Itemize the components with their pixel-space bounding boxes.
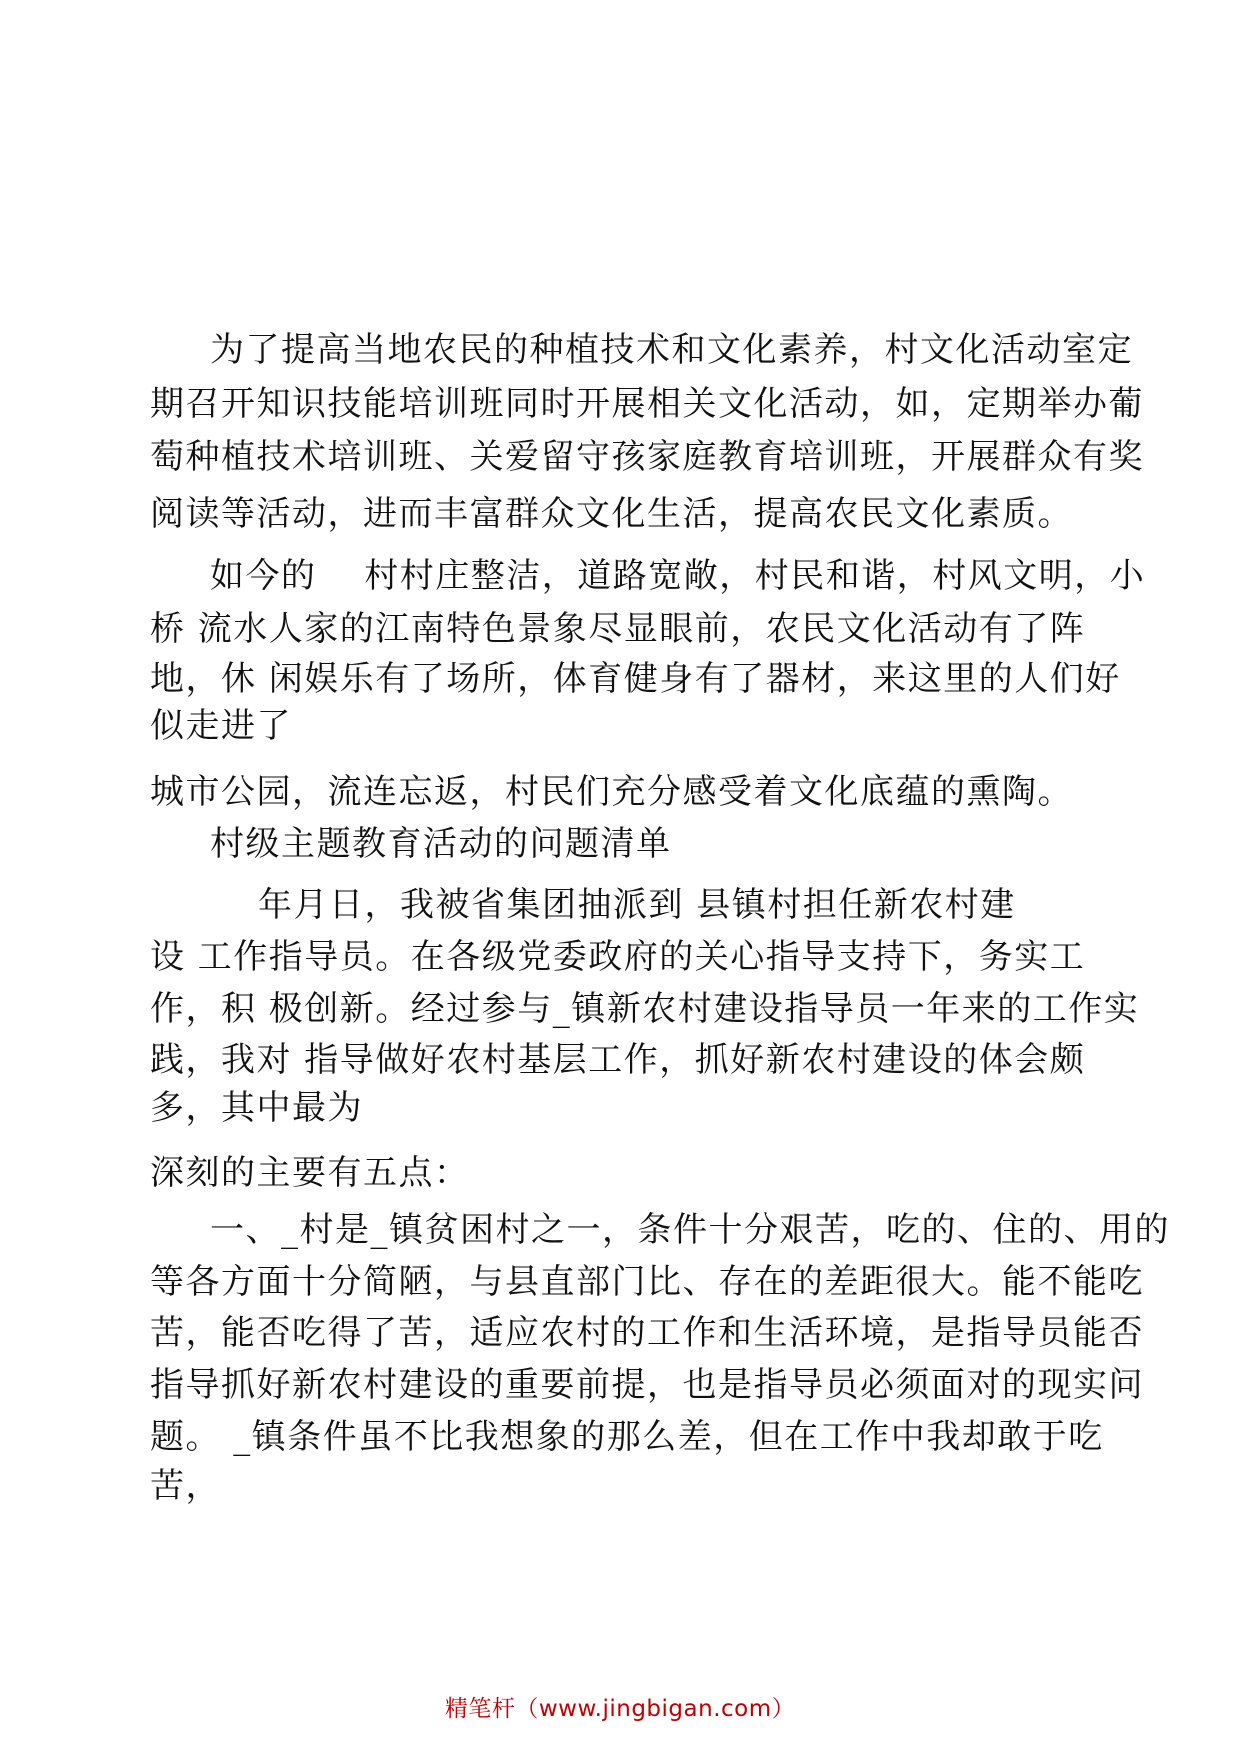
paragraph-line: 期召开知识技能培训班同时开展相关文化活动，如，定期举办葡 (150, 384, 1144, 424)
paragraph-line: 年月日，我被省集团抽派到 县镇村担任新农村建 (258, 885, 1016, 925)
paragraph-line: 苦，能否吃得了苦，适应农村的工作和生活环境，是指导员能否 (150, 1313, 1144, 1353)
paragraph-line: 多，其中最为 (150, 1088, 363, 1128)
paragraph-line: 深刻的主要有五点： (150, 1153, 470, 1193)
footer-watermark-link[interactable]: 精笔杆（www.jingbigan.com） (444, 1696, 796, 1722)
paragraph-line: 题。 _镇条件虽不比我想象的那么差，但在工作中我却敢于吃 (150, 1417, 1104, 1457)
paragraph-line: 似走进了 (150, 706, 292, 746)
paragraph-line: 指导抓好新农村建设的重要前提，也是指导员必须面对的现实问 (150, 1365, 1144, 1405)
paragraph-line: 践，我对 指导做好农村基层工作，抓好新农村建设的体会颇 (150, 1040, 1086, 1080)
paragraph-line: 为了提高当地农民的种植技术和文化素养，村文化活动室定 (210, 330, 1133, 370)
paragraph-line: 一、_村是_镇贫困村之一，条件十分艰苦，吃的、住的、用的 (210, 1210, 1170, 1250)
paragraph-line: 阅读等活动，进而丰富群众文化生活，提高农民文化素质。 (150, 494, 1073, 534)
paragraph-line: 作，积 极创新。经过参与_镇新农村建设指导员一年来的工作实 (150, 989, 1140, 1029)
paragraph-line: 如今的 村村庄整洁，道路宽敞，村民和谐，村风文明，小 (210, 556, 1146, 596)
paragraph-line: 城市公园，流连忘返，村民们充分感受着文化底蕴的熏陶。 (150, 772, 1073, 812)
paragraph-line: 苦， (150, 1466, 221, 1506)
paragraph-line: 地，休 闲娱乐有了场所，体育健身有了器材，来这里的人们好 (150, 659, 1121, 699)
section-heading: 村级主题教育活动的问题清单 (210, 824, 672, 864)
paragraph-line: 萄种植技术培训班、关爱留守孩家庭教育培训班，开展群众有奖 (150, 437, 1144, 477)
paragraph-line: 等各方面十分简陋，与县直部门比、存在的差距很大。能不能吃 (150, 1262, 1144, 1302)
paragraph-line: 设 工作指导员。在各级党委政府的关心指导支持下，务实工 (150, 937, 1086, 977)
paragraph-line: 桥 流水人家的江南特色景象尽显眼前，农民文化活动有了阵 (150, 609, 1086, 649)
